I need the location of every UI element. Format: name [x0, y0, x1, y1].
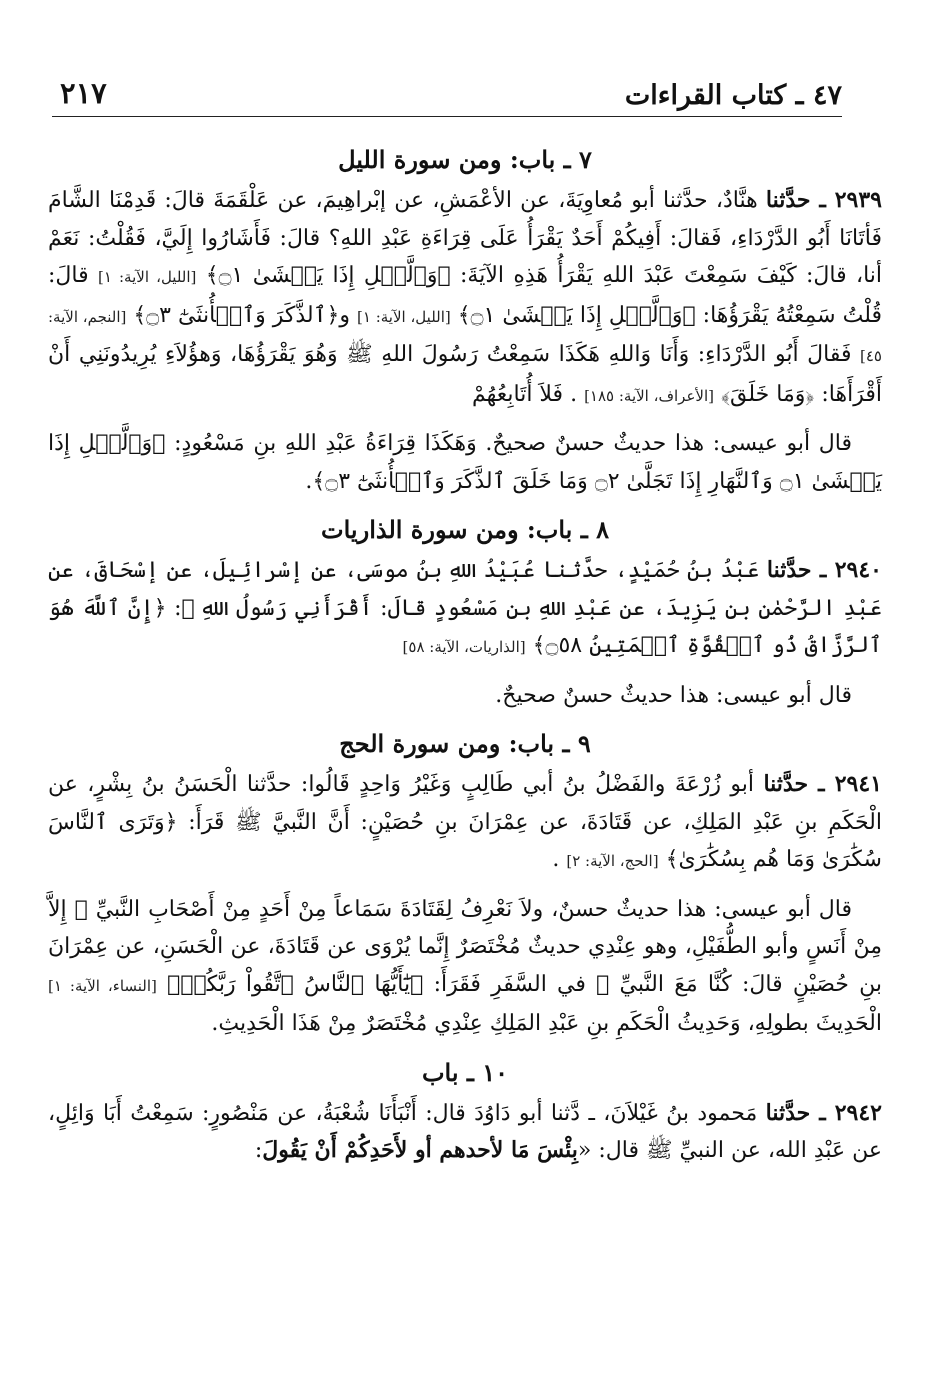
abu-isa-comment — [48, 891, 882, 1043]
hadith-text: و﴿ٱلذَّكَرَ وَٱلۡأُنثَىٰٓ ۝٣﴾ — [126, 302, 357, 328]
chapter-heading: ٩ ـ باب: ومن سورة الحج — [339, 729, 591, 758]
verse-reference: [الليل، الآية: ١] — [97, 268, 197, 286]
hadith-text: : — [254, 1138, 263, 1163]
verse-reference: [النساء، الآية: ١] — [48, 976, 157, 995]
hadith-text: هنَّادٌ، حدَّثنا أبو مُعاوِيَةَ، عن الأعْمَشِ، عن إبْراهِيمَ، عن عَلْقَمَةَ قالَ: قَدِمْنَا الشَّامَ فَأتَانَا أَبُو الدَّرْدَاءِ، فَقالَ: أَفِيكُمْ أَحَدٌ يَقْرَأُ عَلَى قِرَاءَةِ عَبْدِ اللهِ؟ قالَ: فَأَشَارُوا إِلَيَّ، فَقُلْتُ: نَعَمْ أنا، قالَ: كَيْفَ سَمِعْتَ عَبْدَ اللهِ يَقْرَأُ هَذِهِ الآيَةَ: ﴿وَٱلَّيۡلِ إِذَا يَغۡشَىٰ ۝١﴾ — [48, 188, 883, 288]
hadith-paragraph — [48, 766, 882, 881]
verse-reference: [الحج، الآية: ٢] — [566, 852, 659, 870]
chapter-heading: ٨ ـ باب: ومن سورة الذاريات — [321, 515, 609, 544]
hadith-number: ٢٩٣٩ ـ حدَّثنا — [765, 187, 882, 213]
hadith-text: . — [552, 847, 567, 872]
page-body — [48, 136, 882, 1180]
hadith-text: مَحمود بنُ غَيْلاَنَ، ـ دَّثنا أبو دَاوُدَ قال: أَنْبَأَنَا شُعْبَةُ، عن مَنْصُورٍ: سَمِعْتُ أَبَا وَائِلٍ، عن عَبْدِ الله، عن النبيِّ ﷺ قال: « — [48, 1100, 882, 1163]
hadith-paragraph — [48, 182, 882, 415]
hadith-paragraph — [48, 1095, 882, 1170]
page-number: ٢١٧ — [60, 76, 107, 110]
verse-reference: [الليل، الآية: ١] — [357, 307, 451, 326]
hadith-text: عَبْدُ بنُ حُمَيْدٍ، حدَّثنا عُبَيْدُ اللهِ بنُ موسَى، عن إسْرائِيلَ، عن إسْحَاقَ، عن عَبْدِ الرَّحْمٰنِ بنِ يَزِيدَ، عن عَبْدِ اللهِ بنِ مَسْعُودٍ قالَ: أَقْرَأَنِي رَسُولُ اللهِ ﷺ: ﴿إِنَّ ٱللَّهَ هُوَ ٱلرَّزَّاقُ ذُو ٱلۡقُوَّةِ ٱلۡمَتِينُ ۝٥٨﴾ — [48, 558, 882, 658]
hadith-text: . فَلاَ أُتَابِعُهُمْ — [471, 381, 585, 407]
hadith-text: أبو زُرْعَةَ والفَضْلُ بنُ أبي طَالِبٍ وَغَيْرُ وَاحِدٍ قَالُوا: حدَّثنا الْحَسَنُ بنُ بِشْرٍ، عن الْحَكَمِ بنِ عَبْدِ المَلِكِ، عن قَتَادَةَ، عن عِمْرَانَ بنِ حُصَيْنٍ: أَنَّ النَّبيَّ ﷺ قَرَأَ: ﴿وَتَرَى ٱلنَّاسَ سُكَٰرَىٰ وَمَا هُم بِسُكَٰرَىٰ﴾ — [48, 772, 882, 872]
abu-isa-comment: قال أبو عيسى: هذا حديثٌ حسنٌ صحيحٌ. وَهَكَذَا قِرَاءَةُ عَبْدِ اللهِ بنِ مَسْعُودٍ: ﴿وَٱلَّيۡلِ إِذَا يَغۡشَىٰ ۝١ وَٱلنَّهَارِ إِذَا تَجَلَّىٰ ۝٢ وَمَا خَلَقَ ٱلذَّكَرَ وَٱلۡأُنثَىٰٓ ۝٣﴾. — [48, 431, 882, 494]
chapter-heading: ١٠ ـ باب — [421, 1057, 509, 1087]
running-title: ٤٧ ـ كتاب القراءات — [624, 80, 842, 111]
hadith-number: ٢٩٤٢ ـ حدَّثنا — [765, 1099, 882, 1126]
page-header — [52, 72, 842, 117]
comment-text: الْحَدِيثَ بطولِهِ، وَحَدِيثُ الْحَكَمِ بنِ عَبْدِ المَلِكِ عِنْدِي مُخْتَصَرٌ مِنْ هَذَا الْحَدِيثِ. — [211, 1011, 882, 1036]
verse-reference: [الأعراف، الآية: ١٨٥] — [584, 386, 714, 405]
hadith-paragraph — [48, 552, 882, 667]
hadith-number: ٢٩٤٠ ـ حدَّثنا — [766, 557, 882, 583]
chapter-heading: ٧ ـ باب: ومن سورة الليل — [338, 145, 592, 174]
hadith-text: قالَ: قُلْتُ سَمِعْتُهُ يَقْرَؤُهَا: ﴿وَٱلَّيۡلِ إِذَا يَغۡشَىٰ ۝١﴾ — [48, 263, 882, 328]
hadith-number: ٢٩٤١ ـ حدَّثنا — [763, 771, 882, 797]
verse-reference: [الذاريات، الآية: ٥٨] — [402, 638, 526, 656]
verse-reference: [النجم، الآية: ٤٥] — [48, 307, 882, 365]
abu-isa-comment: قال أبو عيسى: هذا حديثٌ حسنٌ صحيحٌ. — [495, 682, 852, 708]
hadith-emphasis: بِئْسَ مَا لأحدهم أو لأَحَدِكُمْ أَنْ يَقُولَ — [262, 1137, 578, 1163]
comment-text: قال أبو عيسى: هذا حديثٌ حسنٌ، ولاَ نَعْرِفُ لِقَتَادَةَ سَمَاعاً مِنْ أَحَدٍ مِنْ أَصْحَابِ النَّبيِّ ﷺ إِلاَّ مِنْ أَنَسٍ وأبو الطُّفَيْلِ، وهو عِنْدِي حديثٌ مُخْتَصَرٌ إِنَّما يُرْوَى عن قَتَادَةَ، عن الْحَسَنِ، عن عِمْرَانَ بنِ حُصَيْنٍ قالَ: كُنَّا مَعَ النَّبيِّ ﷺ في السَّفَرِ فَقَرَأَ: ﴿يَٰٓأَيُّهَا ٱلنَّاسُ ٱتَّقُواْ رَبَّكُمۡ﴾ — [48, 896, 882, 997]
hadith-text: فَقالَ أَبُو الدَّرْدَاءِ: وَأَنَا وَاللهِ هَكَذَا سَمِعْتُ رَسُولَ اللهِ ﷺ وَهُوَ يَقْرَؤُهَا، وَهؤُلاَءِ يُرِيدُونَنِي أَنْ أَقْرَأَهَا: ﴿وَمَا خَلَقَ﴾ — [48, 342, 882, 407]
